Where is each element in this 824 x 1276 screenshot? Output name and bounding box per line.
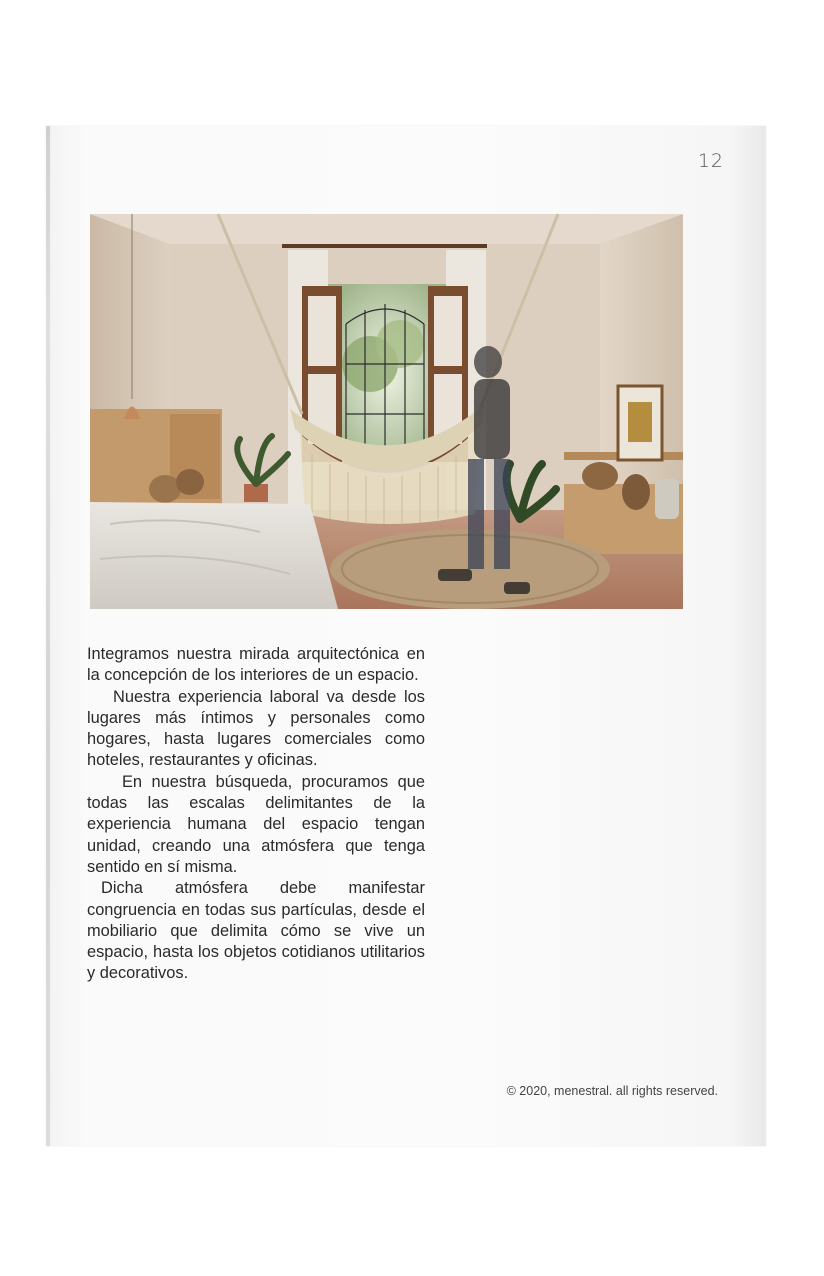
bed (90, 502, 338, 609)
paragraph-4: Dicha atmósfera debe manifestar congruencia en todas sus partículas, desde el mobiliario que delimita cómo se vive un espacio, hasta los objetos cotidianos utilitarios y decorativos. (87, 879, 425, 983)
paragraph-1: Integramos nuestra mirada arquitectónica en la concepción de los interiores de un espacio. (87, 645, 425, 685)
curtain-rod (282, 244, 487, 248)
ceiling (90, 214, 683, 244)
basket (149, 475, 181, 503)
page-edge (46, 126, 50, 1146)
paragraph-2: Nuestra experiencia laboral va desde los lugares más íntimos y personales como hogares, hasta lugares comerciales como hoteles, restaurantes y oficinas. (87, 687, 425, 770)
basket-right (582, 462, 618, 490)
paragraph-3: En nuestra búsqueda, procuramos que todas las escalas delimitantes de la experiencia humana del espacio tengan unidad, creando una atmósfera que tenga sentido en sí misma. (87, 772, 425, 876)
copyright-notice: © 2020, menestral. all rights reserved. (506, 1084, 718, 1098)
article-body (87, 644, 425, 985)
magazine-page (46, 126, 766, 1146)
page-number: 12 (697, 150, 724, 172)
bedroom-hammock-photo (90, 214, 683, 609)
photo-illustration (90, 214, 683, 609)
